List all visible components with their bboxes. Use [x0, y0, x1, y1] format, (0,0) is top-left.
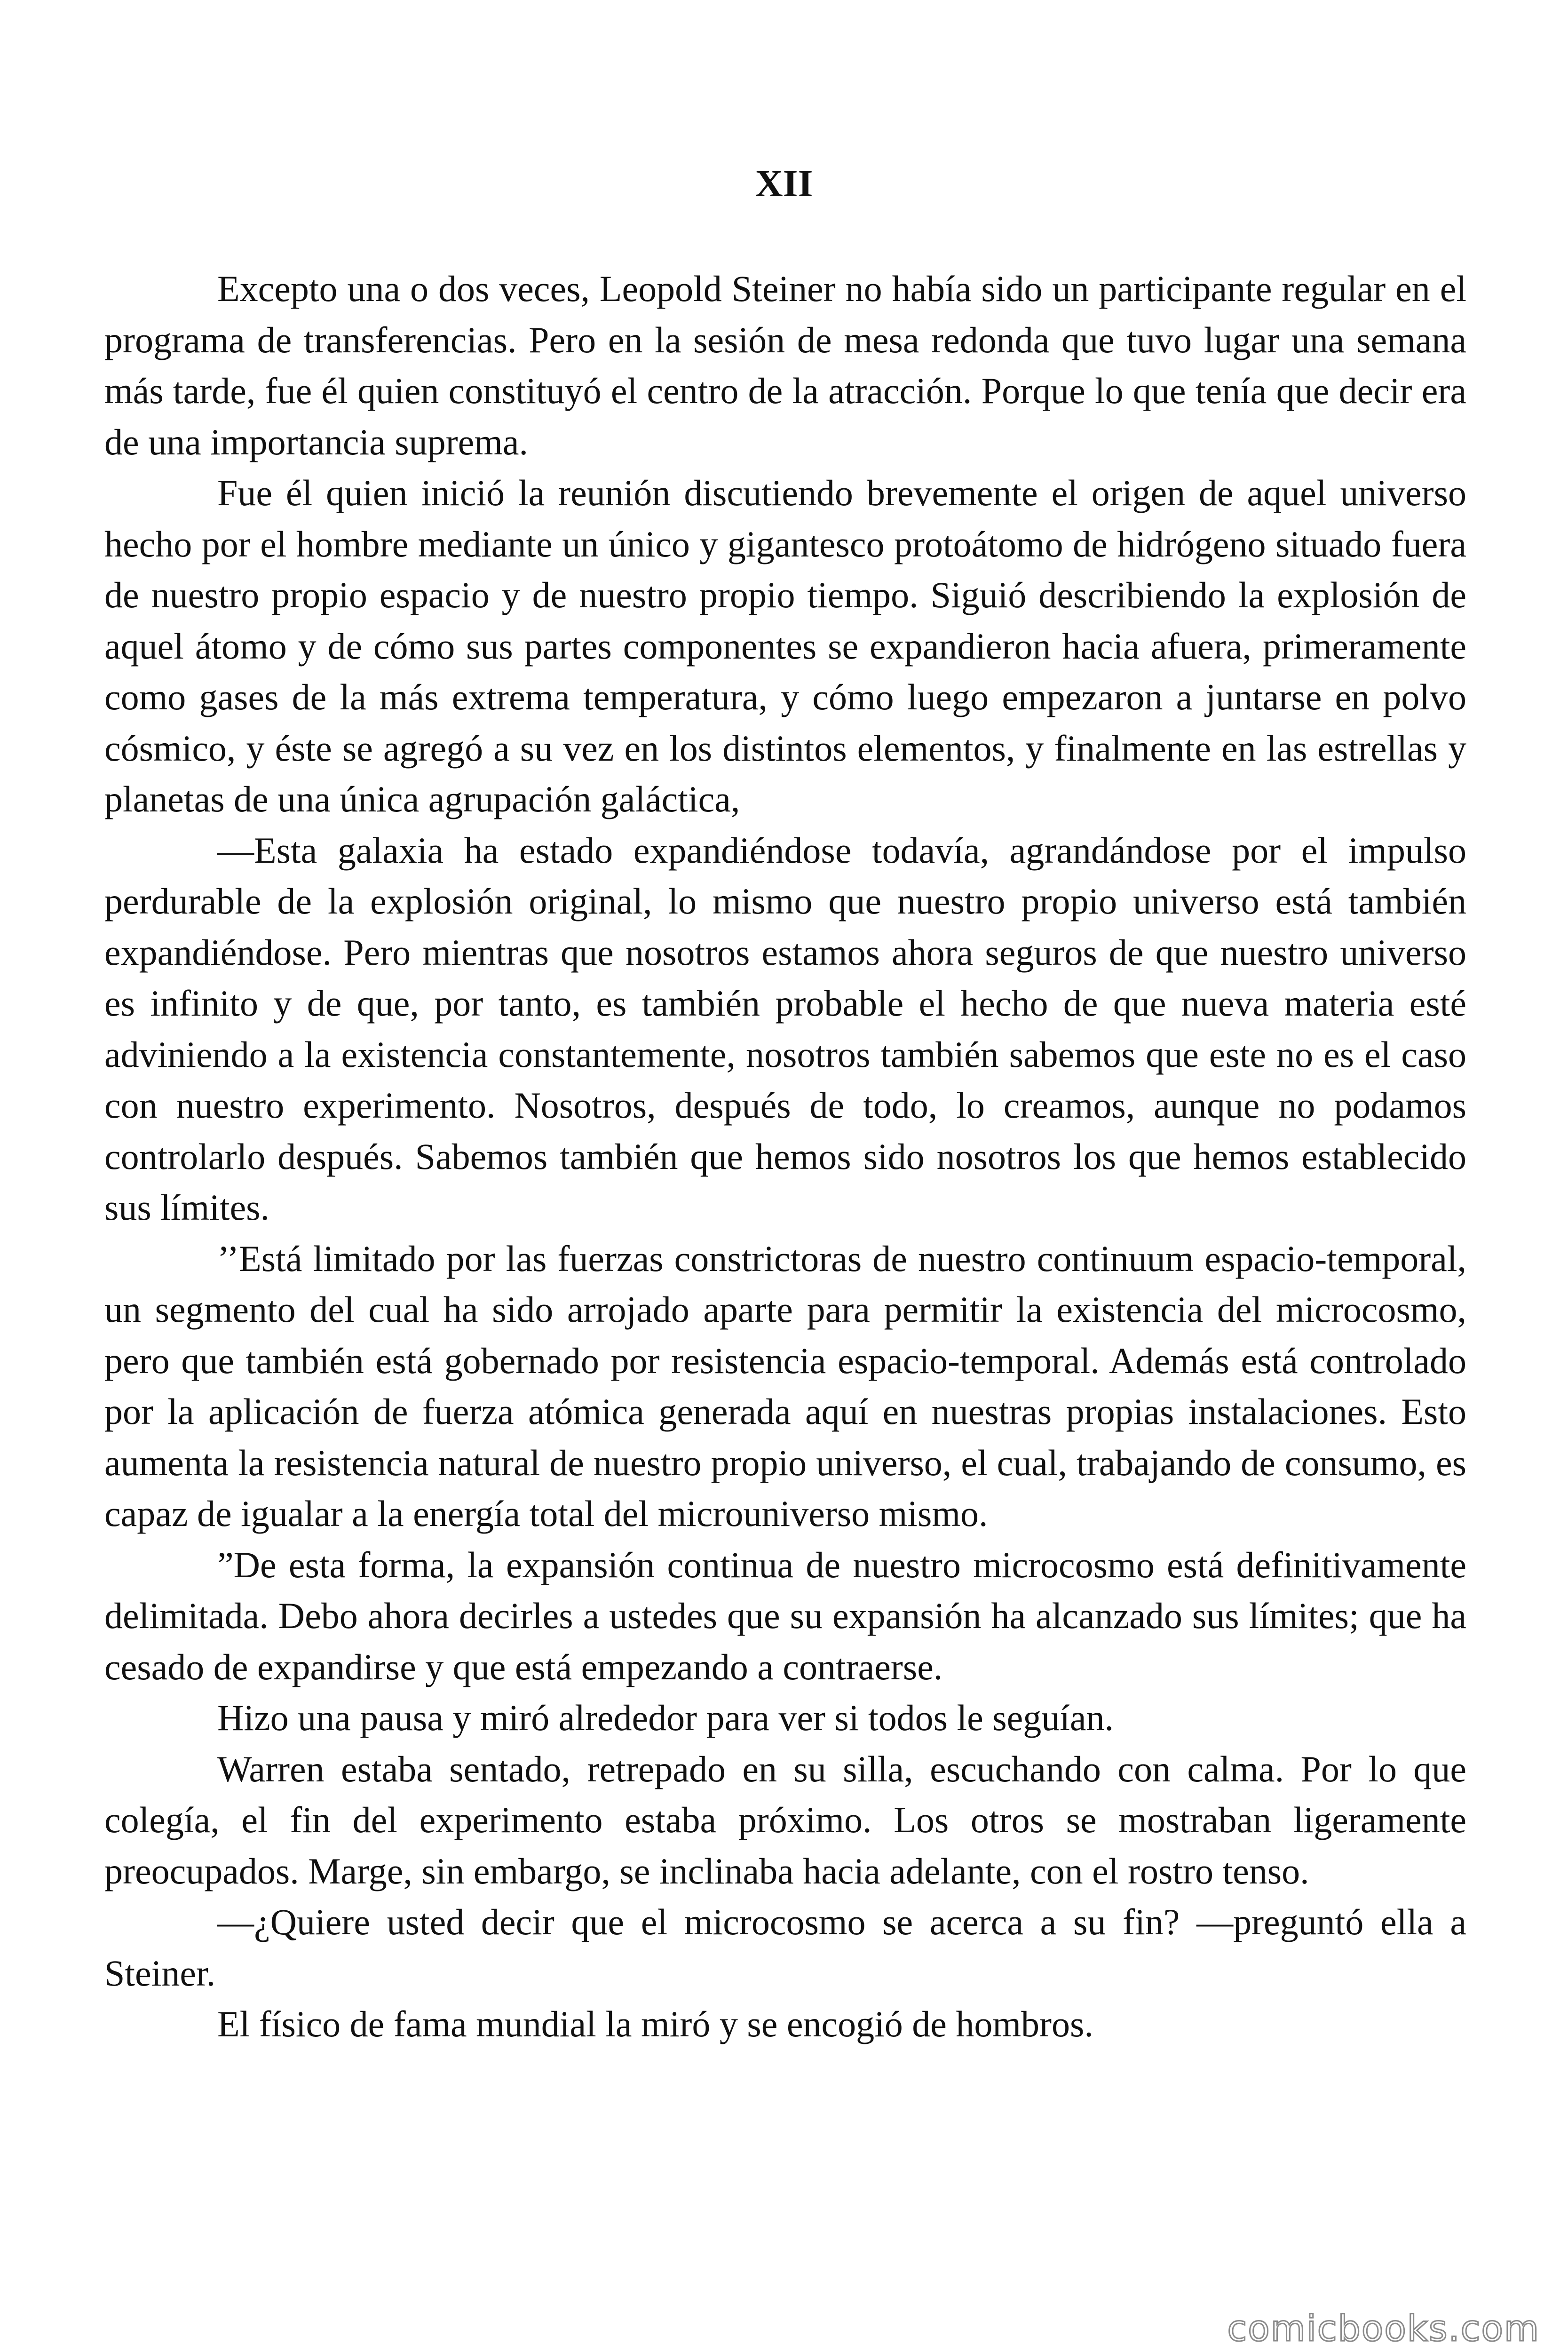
paragraph: ”De esta forma, la expansión continua de nuestro microcosmo está definitivamente delimitada. Debo ahora decirles a ustedes que su expansión ha alcanzado sus límites; que ha cesado de expandirse y que está empezando a contraerse. — [104, 1544, 1466, 1687]
paragraph: Fue él quien inició la reunión discutiendo brevemente el origen de aquel universo hecho por el hombre mediante un único y gigantesco protoátomo de hidrógeno situado fuera de nuestro propio espacio y de nuestro propio tiempo. Siguió describiendo la explosión de aquel átomo y de cómo sus partes componentes se expandieron hacia afuera, primeramente como gases de la más extrema temperatura, y cómo luego empezaron a juntarse en polvo cósmico, y éste se agregó a su vez en los distintos elementos, y finalmente en las estrellas y planetas de una única agrupación galáctica, — [104, 472, 1466, 819]
paragraph: Excepto una o dos veces, Leopold Steiner no había sido un participante regular en el programa de transferencias. Pero en la sesión de mesa redonda que tuvo lugar una semana más tarde, fue él quien constituyó el centro de la atracción. Porque lo que tenía que decir era de una importancia suprema. — [104, 268, 1466, 462]
site-watermark: comicbooks.com — [1227, 2307, 1540, 2349]
paragraph: El físico de fama mundial la miró y se encogió de hombros. — [217, 2003, 1093, 2044]
paragraph: —Esta galaxia ha estado expandiéndose todavía, agrandándose por el impulso perdurable de la explosión original, lo mismo que nuestro propio universo está también expandiéndose. Pero mientras que nosotros estamos ahora seguros de que nuestro universo es infinito y de que, por tanto, es también probable el hecho de que nueva materia esté adviniendo a la existencia constantemente, nosotros también sabemos que este no es el caso con nuestro experimento. Nosotros, después de todo, lo creamos, aunque no podamos controlarlo después. Sabemos también que hemos sido nosotros los que hemos establecido sus límites. — [104, 829, 1466, 1228]
chapter-body — [104, 263, 1466, 2050]
paragraph: —¿Quiere usted decir que el microcosmo se acerca a su fin? —preguntó ella a Steiner. — [104, 1901, 1466, 1994]
paragraph: Warren estaba sentado, retrepado en su silla, escuchando con calma. Por lo que colegía, el fin del experimento estaba próximo. Los otros se mostraban ligeramente preocupados. Marge, sin embargo, se inclinaba hacia adelante, con el rostro tenso. — [104, 1748, 1466, 1891]
paragraph: ’’Está limitado por las fuerzas constrictoras de nuestro continuum espacio-temporal, un segmento del cual ha sido arrojado aparte para permitir la existencia del microcosmo, pero que también está gobernado por resistencia espacio-temporal. Además está controlado por la aplicación de fuerza atómica generada aquí en nuestras propias instalaciones. Esto aumenta la resistencia natural de nuestro propio universo, el cual, trabajando de consumo, es capaz de igualar a la energía total del microuniverso mismo. — [104, 1238, 1466, 1534]
chapter-title: XII — [755, 162, 813, 205]
paragraph: Hizo una pausa y miró alrededor para ver si todos le seguían. — [217, 1697, 1114, 1738]
